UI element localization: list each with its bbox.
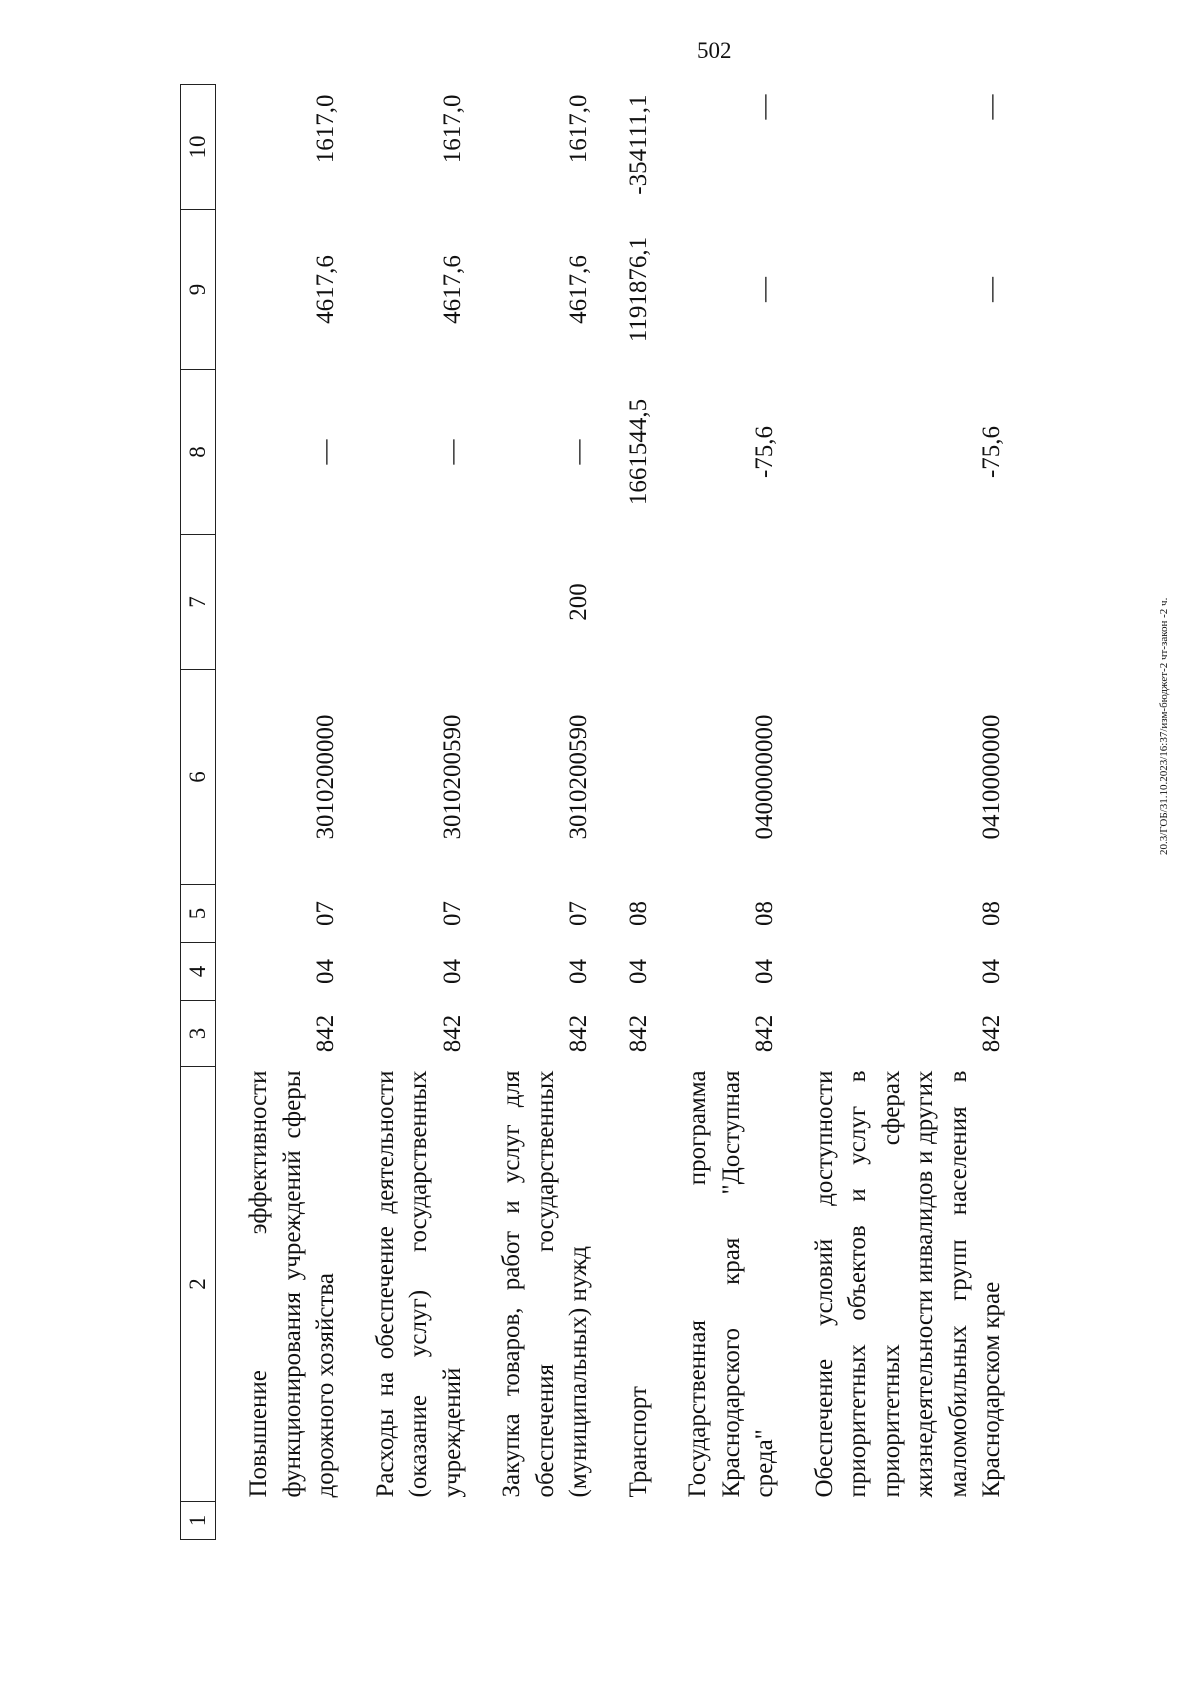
cell-rz: 04 [565,959,592,984]
cell-pr: 08 [751,901,778,926]
cell-amount-10: 1617,0 [312,94,339,164]
cell-num [343,1502,470,1540]
cell-name: Расходы на обеспечение деятельности (оказание услуг) государственных учреждений [371,1070,466,1498]
cell-csr: 3010200000 [312,714,339,840]
cell-name: Транспорт [624,1386,652,1498]
cell-name: Повышение эффективности функционирования учреждений сферы дорожного хозяйства [245,1070,339,1498]
cell-name: Обеспечение условий доступности приоритетных объектов и услуг в приоритетных сферах жизнедеятельности инвалидов и других маломобильных групп населения в Краснодарском крае [810,1070,1005,1498]
cell-num [469,1502,596,1540]
cell-pr: 07 [438,901,466,926]
col-header: 3 [181,1001,216,1067]
col-header: 10 [181,85,216,210]
cell-amount-9: 4617,6 [438,255,466,324]
cell-pr: 07 [565,901,592,926]
cell-amount-9: 4617,6 [565,255,592,324]
cell-csr: 0400000000 [751,714,778,840]
cell-amount-10: -354111,1 [624,94,652,195]
table-row [782,85,1009,1540]
rotated-table-block [180,85,1005,1540]
cell-vr [216,535,343,670]
cell-amount-10: 1617,0 [438,94,466,164]
cell-amount-9: 4617,6 [312,255,339,324]
cell-num [596,1502,656,1540]
budget-table [180,84,1009,1540]
cell-vr: 200 [565,583,592,621]
cell-vr [343,535,470,670]
col-header: 9 [181,210,216,370]
col-header: 7 [181,535,216,670]
cell-amount-9: — [978,277,1005,302]
col-header: 1 [181,1502,216,1540]
cell-num [216,1502,343,1540]
table-row [343,85,470,1540]
cell-amount-10: — [751,94,778,120]
cell-pr: 08 [624,901,652,926]
cell-amount-8: — [312,439,339,465]
cell-vr [655,535,782,670]
cell-amount-9: — [751,277,778,302]
cell-csr: 0410000000 [978,714,1005,840]
cell-vr [596,535,656,670]
table-row [469,85,596,1540]
col-header: 5 [181,885,216,943]
cell-rz: 04 [624,959,652,984]
col-header: 4 [181,943,216,1001]
cell-amount-10: 1617,0 [565,94,592,164]
cell-rz: 04 [438,959,466,984]
cell-name: Государственная программа Краснодарского края "Доступная среда" [684,1070,778,1498]
cell-pr: 07 [312,901,339,926]
cell-num [782,1502,1009,1540]
cell-rz: 04 [312,959,339,984]
cell-amount-8: — [438,439,466,465]
cell-rz: 04 [978,959,1005,984]
cell-name: Закупка товаров, работ и услуг для обеспечения государственных (муниципальных) нужд [498,1070,592,1498]
col-header: 6 [181,670,216,885]
cell-amount-9: 1191876,1 [624,236,652,343]
cell-csr [596,670,656,885]
cell-ved: 842 [565,1014,592,1053]
cell-csr: 3010200590 [565,714,592,840]
cell-csr: 3010200590 [438,714,466,840]
cell-pr: 08 [978,901,1005,926]
cell-ved: 842 [978,1014,1005,1053]
cell-num [655,1502,782,1540]
cell-ved: 842 [751,1014,778,1053]
col-header: 8 [181,370,216,535]
header-row [181,85,216,1540]
cell-ved: 842 [624,1014,652,1053]
cell-amount-10: — [978,94,1005,120]
page-number: 502 [697,38,732,63]
table-row [596,85,656,1540]
cell-amount-8: — [565,439,592,465]
table-row [216,85,343,1540]
cell-amount-8: -75,6 [978,425,1005,479]
document-stamp: 20.3/ГОБ/31.10.2023/16:37/изм-бюджет-2 чт-закон -2 ч. [1158,597,1170,855]
col-header: 2 [181,1067,216,1502]
cell-ved: 842 [438,1014,466,1053]
cell-amount-8: 1661544,5 [624,398,652,506]
cell-vr [782,535,1009,670]
cell-amount-8: -75,6 [751,425,778,479]
table-row [655,85,782,1540]
cell-ved: 842 [312,1014,339,1053]
cell-rz: 04 [751,959,778,984]
